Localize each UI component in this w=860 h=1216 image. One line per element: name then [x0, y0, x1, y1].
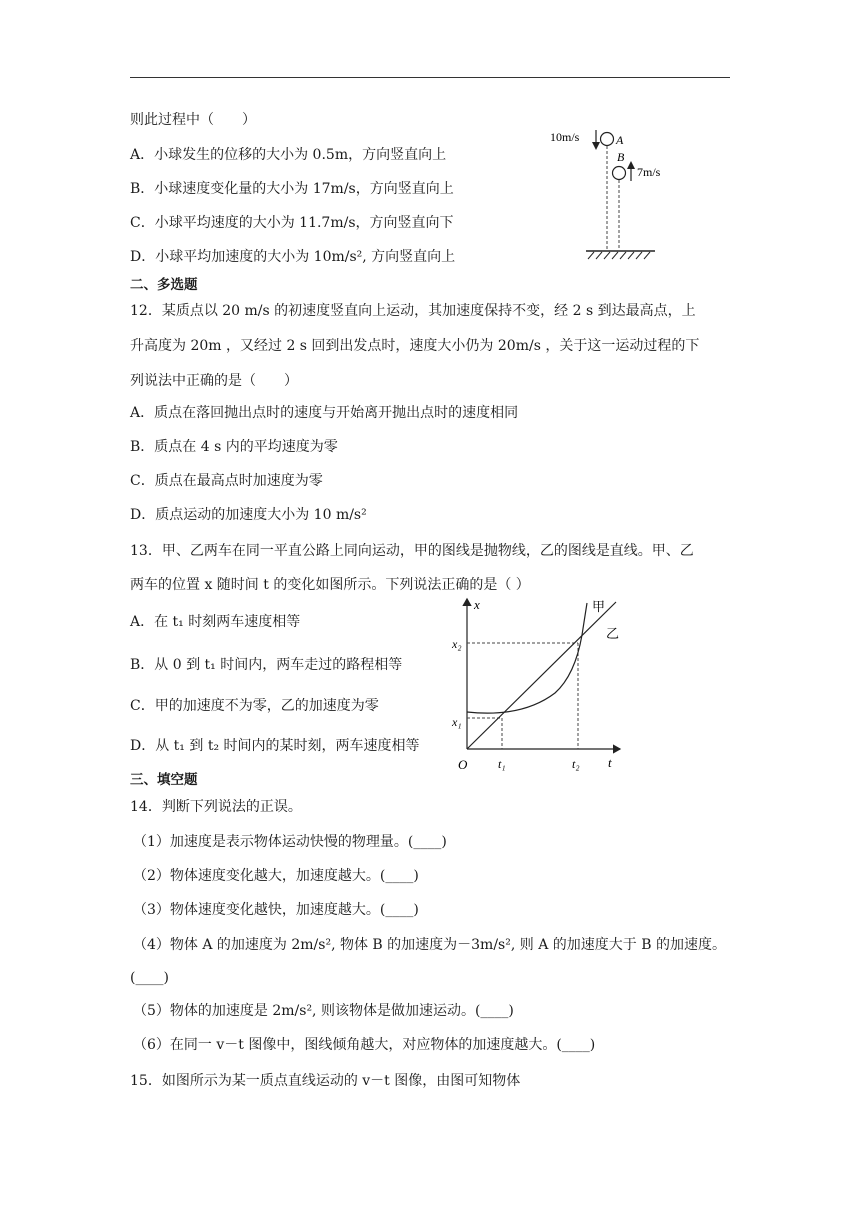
- q14-item-5: （5）物体的加速度是 2m/s², 则该物体是做加速运动。(____): [133, 1003, 514, 1019]
- q14-item-6: （6）在同一 v－t 图像中，图线倾角越大，对应物体的加速度越大。(____): [133, 1037, 596, 1053]
- q12-option-c: C．质点在最高点时加速度为零: [130, 473, 323, 489]
- q15-stem: 15．如图所示为某一质点直线运动的 v－t 图像，由图可知物体: [130, 1073, 521, 1089]
- q12-stem-line3: 列说法中正确的是（ ）: [130, 373, 298, 389]
- q13-curve-jia: [467, 603, 587, 713]
- q14-item-4-blank: (____): [130, 970, 169, 986]
- q11-ball-b: [613, 167, 626, 180]
- q13-option-c: C．甲的加速度不为零，乙的加速度为零: [130, 698, 379, 714]
- q11-fig-v-up: 7m/s: [637, 165, 661, 179]
- q13-x1-label: x₁: [452, 715, 462, 729]
- header-rule: [130, 77, 730, 78]
- q13-option-d: D．从 t₁ 到 t₂ 时间内的某时刻，两车速度相等: [130, 738, 420, 754]
- q11-fig-label-b: B: [617, 150, 625, 164]
- q12-option-d: D．质点运动的加速度大小为 10 m/s²: [130, 507, 367, 523]
- q13-stem-line2: 两车的位置 x 随时间 t 的变化如图所示。下列说法正确的是（ ）: [130, 577, 530, 593]
- q13-x2-label: x₂: [452, 637, 462, 651]
- q13-option-b: B．从 0 到 t₁ 时间内，两车走过的路程相等: [130, 657, 403, 673]
- q13-x-axis-label: t: [608, 755, 612, 770]
- q13-position-time-graph: [450, 595, 630, 775]
- q13-line-yi: [467, 602, 616, 749]
- q14-item-4: （4）物体 A 的加速度为 2m/s², 物体 B 的加速度为－3m/s², 则 A 的加速度大于 B 的加速度。: [133, 937, 726, 953]
- q13-t1-label: t₁: [498, 757, 506, 771]
- q13-line-label-yi: 乙: [606, 627, 620, 642]
- q11-fig-label-a: A: [616, 133, 624, 147]
- q14-stem: 14．判断下列说法的正误。: [130, 799, 302, 815]
- q14-item-3: （3）物体速度变化越快，加速度越大。(____): [133, 902, 419, 918]
- q12-stem-line1: 12．某质点以 20 m/s 的初速度竖直向上运动，其加速度保持不变，经 2 s 到达最高点，上: [130, 303, 696, 319]
- q11-stem: 则此过程中（ ）: [130, 112, 256, 128]
- q11-option-b: B．小球速度变化量的大小为 17m/s，方向竖直向上: [130, 181, 454, 197]
- q12-stem-line2: 升高度为 20m ，又经过 2 s 回到出发点时，速度大小仍为 20m/s ，关于这一运动过程的下: [130, 338, 700, 354]
- q14-item-1: （1）加速度是表示物体运动快慢的物理量。(____): [133, 834, 447, 850]
- section-multiple-choice: 二、多选题: [130, 277, 198, 293]
- q11-option-a: A．小球发生的位移的大小为 0.5m，方向竖直向上: [130, 147, 447, 163]
- q14-item-2: （2）物体速度变化越大，加速度越大。(____): [133, 868, 419, 884]
- q11-ball-figure: [550, 118, 680, 268]
- q11-fig-v-down: 10m/s: [550, 130, 580, 144]
- q13-stem-line1: 13．甲、乙两车在同一平直公路上同向运动，甲的图线是抛物线，乙的图线是直线。甲、乙: [130, 543, 694, 559]
- q13-y-axis-label: x: [474, 597, 480, 612]
- section-fill-in: 三、填空题: [130, 772, 198, 788]
- q11-option-c: C．小球平均速度的大小为 11.7m/s，方向竖直向下: [130, 215, 454, 231]
- q13-curve-label-jia: 甲: [592, 600, 606, 615]
- q11-option-d: D．小球平均加速度的大小为 10m/s², 方向竖直向上: [130, 249, 456, 265]
- q12-option-b: B．质点在 4 s 内的平均速度为零: [130, 439, 338, 455]
- q12-option-a: A．质点在落回抛出点时的速度与开始离开抛出点时的速度相同: [130, 405, 519, 421]
- q13-option-a: A．在 t₁ 时刻两车速度相等: [130, 614, 301, 630]
- q13-t2-label: t₂: [572, 757, 580, 771]
- q11-ball-a: [601, 133, 614, 146]
- q13-origin-label: O: [458, 757, 468, 772]
